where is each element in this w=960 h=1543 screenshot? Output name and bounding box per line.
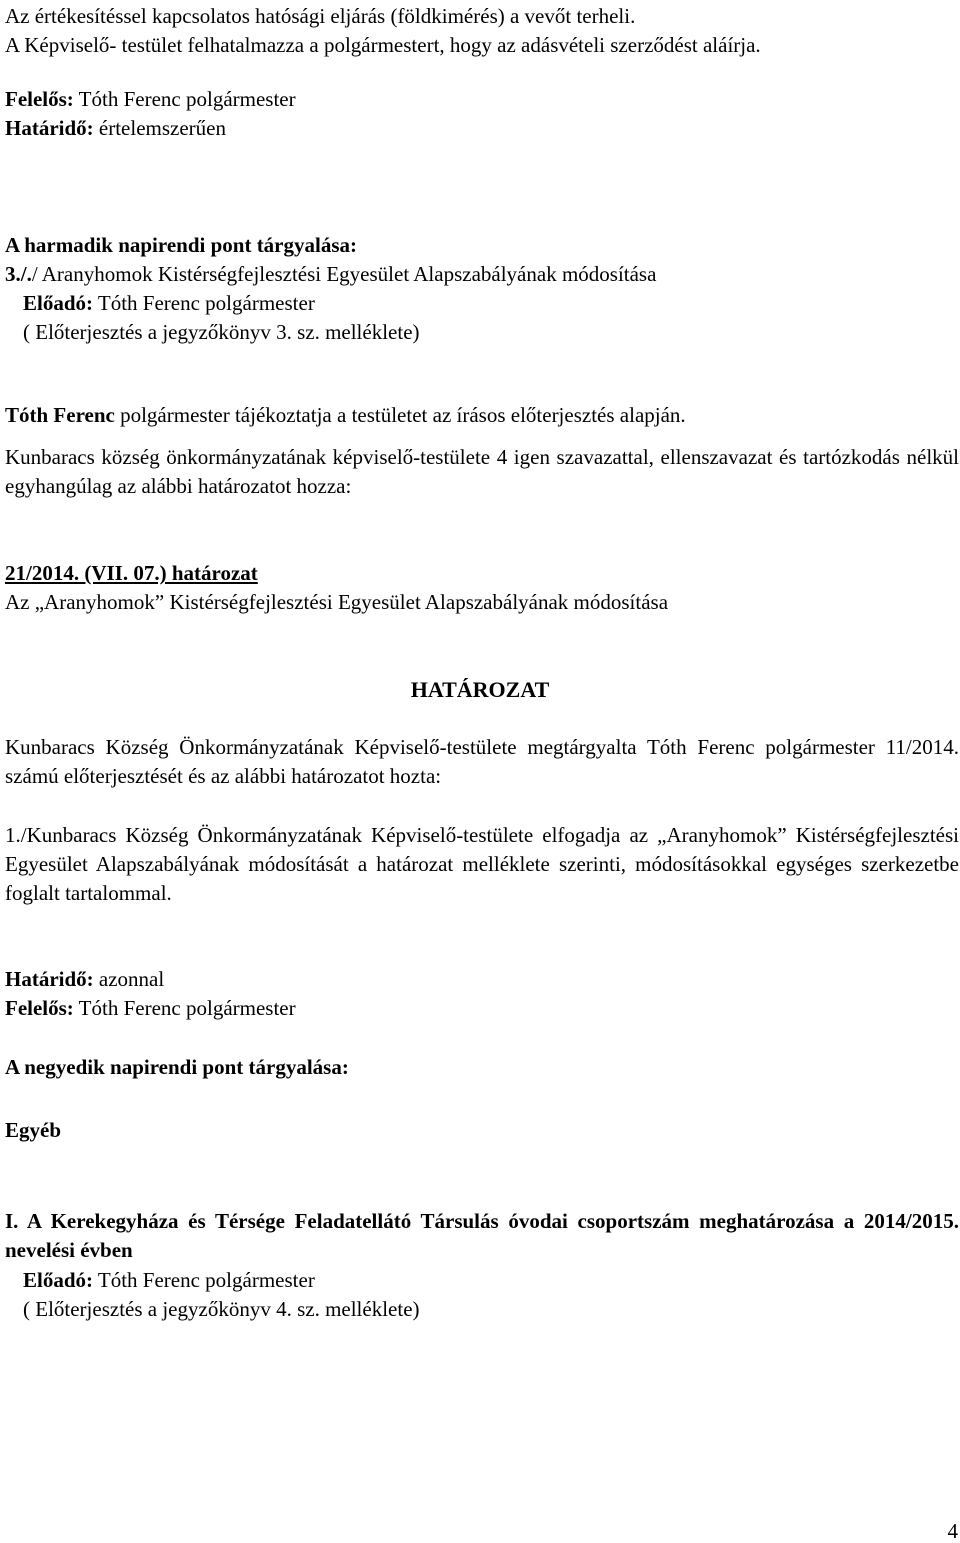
hatarido-value: értelemszerűen (93, 116, 226, 140)
eloado-line (23, 291, 315, 315)
hatarido-line (5, 116, 226, 140)
text-line: A Képviselő- testület felhatalmazza a polgármestert, hogy az adásvételi szerződést aláírja. (5, 33, 761, 57)
eloterjesztes-line: ( Előterjesztés a jegyzőkönyv 3. sz. melléklete) (23, 320, 420, 344)
agenda-item-heading: I. A Kerekegyháza és Térsége Feladatellátó Társulás óvodai csoportszám meghatározása a 2014/2015. nevelési évben (5, 1209, 959, 1262)
felelos-line (5, 87, 296, 111)
page-number: 4 (947, 1519, 958, 1543)
eloado-label: Előadó: (23, 1268, 94, 1292)
eloado-value: Tóth Ferenc polgármester (93, 1268, 315, 1292)
eloado-label: Előadó: (23, 291, 94, 315)
eloterjesztes-line: ( Előterjesztés a jegyzőkönyv 4. sz. melléklete) (23, 1297, 420, 1321)
eloado-line (23, 1268, 315, 1292)
felelos-line (5, 996, 296, 1020)
resolution-paragraph: Kunbaracs Község Önkormányzatának Képviselő-testülete megtárgyalta Tóth Ferenc polgármester 11/2014. számú előterjesztését és az alábbi határozatot hozta: (5, 735, 959, 788)
felelos-label: Felelős: (5, 87, 74, 111)
info-text: polgármester tájékoztatja a testületet az írásos előterjesztés alapján. (114, 403, 686, 427)
resolution-title: Az „Aranyhomok” Kistérségfejlesztési Egyesület Alapszabályának módosítása (5, 590, 669, 614)
agenda-heading: A harmadik napirendi pont tárgyalása: (5, 233, 358, 257)
text-line: Az értékesítéssel kapcsolatos hatósági eljárás (földkimérés) a vevőt terheli. (5, 4, 636, 28)
info-line (5, 403, 686, 427)
felelos-label: Felelős: (5, 996, 74, 1020)
vote-paragraph: Kunbaracs község önkormányzatának képviselő-testülete 4 igen szavazattal, ellenszavazat és tartózkodás nélkül egyhangúlag az alábbi határozatot hozza: (5, 445, 959, 498)
hatarido-line (5, 967, 164, 991)
speaker-name: Tóth Ferenc (5, 403, 115, 427)
felelos-value: Tóth Ferenc polgármester (73, 996, 296, 1020)
felelos-value: Tóth Ferenc polgármester (73, 87, 296, 111)
agenda-heading: A negyedik napirendi pont tárgyalása: (5, 1055, 349, 1079)
resolution-number: 21/2014. (VII. 07.) határozat (5, 561, 258, 585)
agenda-item-number: 3./. (5, 262, 32, 286)
resolution-paragraph: 1./Kunbaracs Község Önkormányzatának Képviselő-testülete elfogadja az „Aranyhomok” Kistérségfejlesztési Egyesület Alapszabályának módosítását a határozat melléklete szerinti, módosításokkal egységes szerkezetbe foglalt tartalommal. (5, 823, 959, 905)
hatarozat-heading: HATÁROZAT (410, 677, 550, 702)
section-heading: Egyéb (5, 1118, 62, 1142)
eloado-value: Tóth Ferenc polgármester (93, 291, 315, 315)
agenda-item-text: / Aranyhomok Kistérségfejlesztési Egyesület Alapszabályának módosítása (31, 262, 657, 286)
hatarido-label: Határidő: (5, 116, 94, 140)
agenda-item-title (5, 262, 656, 286)
hatarido-label: Határidő: (5, 967, 94, 991)
hatarido-value: azonnal (93, 967, 165, 991)
